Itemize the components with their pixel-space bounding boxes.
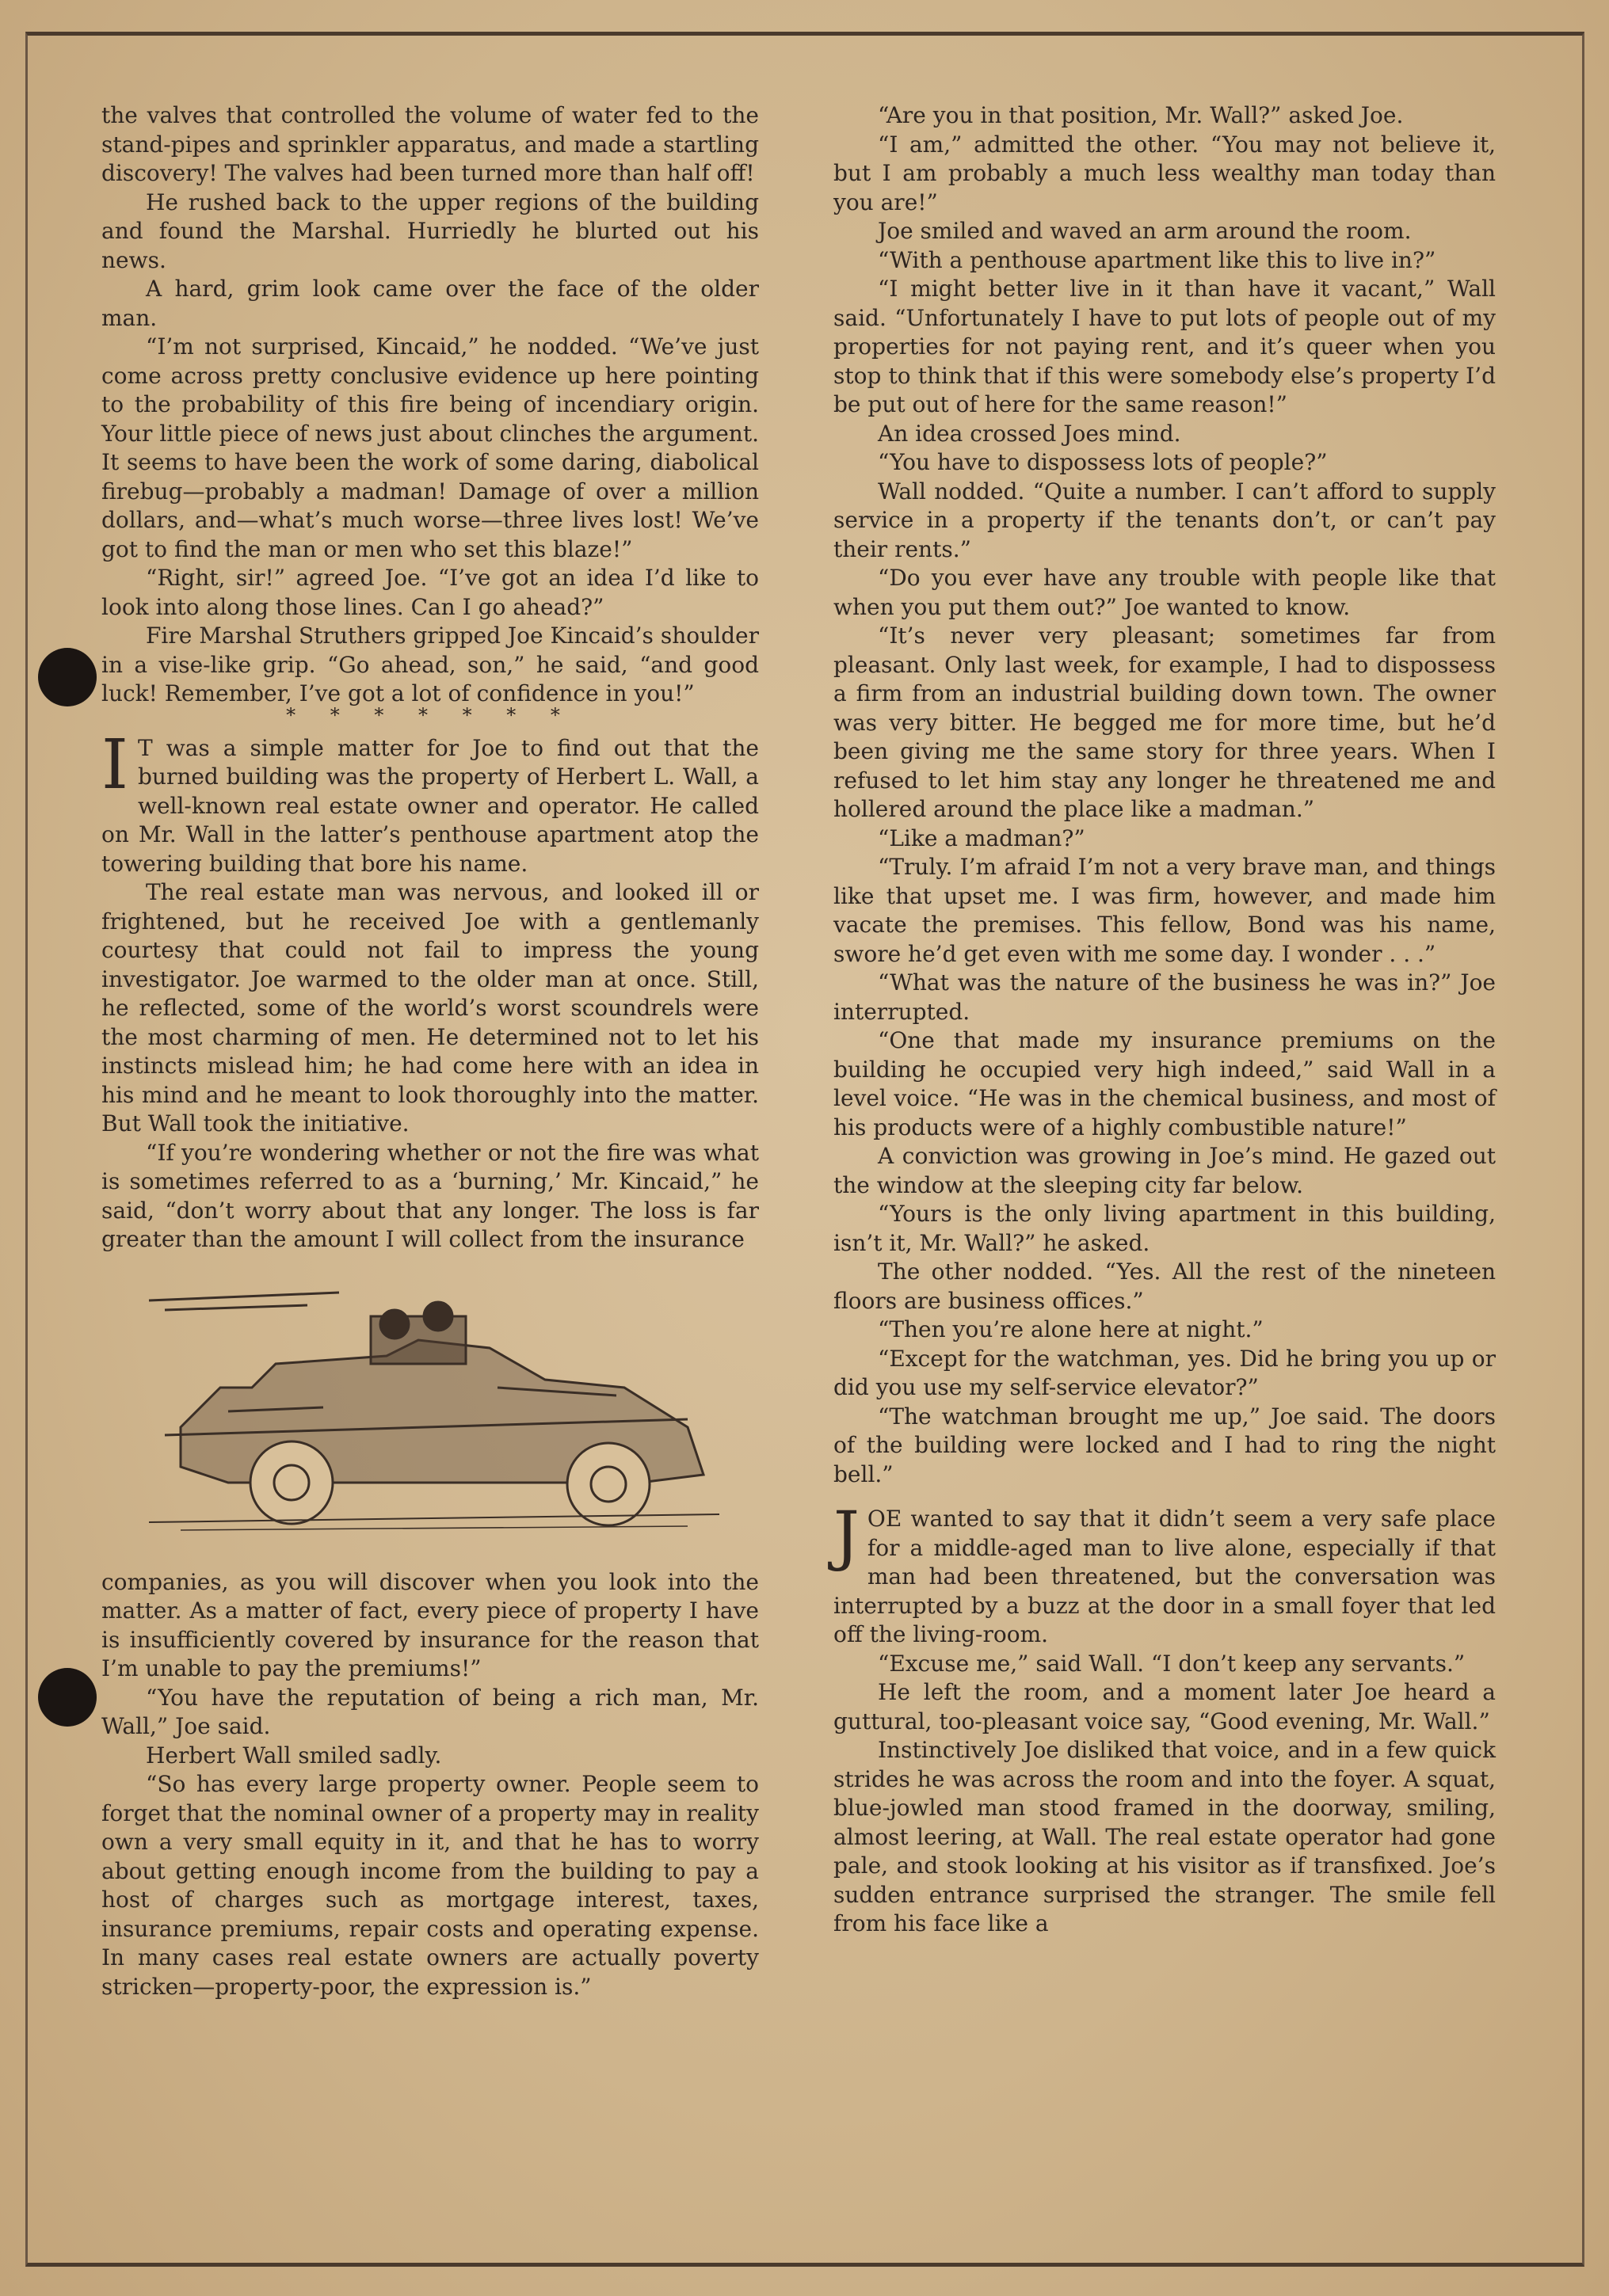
left-column <box>101 101 759 2001</box>
paragraph: “It’s never very pleasant; sometimes far from pleasant. Only last week, for example, I had to dispossess a firm from an industrial building down town. The owner was very bitter. He begged me for more time, but he’d been giving me the same story for three years. When I refused to let him stay any longer he threatened me and hollered around the place like a madman.” <box>833 623 1496 822</box>
paragraph: “If you’re wondering whether or not the fire was what is sometimes referred to as a ‘burning,’ Mr. Kincaid,” he said, “don’t worry about that any longer. The loss is far greater than the amount I will collect from the insurance <box>101 1139 759 1252</box>
paragraph: “Right, sir!” agreed Joe. “I’ve got an idea I’d like to look into along those lines. Can I go ahead?” <box>101 565 759 620</box>
paragraph: “You have the reputation of being a rich man, Mr. Wall,” Joe said. <box>101 1684 759 1739</box>
paragraph: “Except for the watchman, yes. Did he bring you up or did you use my self-service elevator?” <box>833 1345 1496 1400</box>
paragraph: “Then you’re alone here at night.” <box>878 1316 1264 1342</box>
paragraph: “You have to dispossess lots of people?” <box>878 449 1328 475</box>
paragraph: “What was the nature of the business he was in?” Joe interrupted. <box>833 969 1496 1025</box>
paragraph: Herbert Wall smiled sadly. <box>146 1742 442 1769</box>
paragraph-dropcap <box>833 1498 1496 1650</box>
paragraph: “Yours is the only living apartment in this building, isn’t it, Mr. Wall?” he asked. <box>833 1201 1496 1256</box>
drop-cap-letter: I <box>101 725 128 805</box>
paragraph: “I might better live in it than have it vacant,” Wall said. “Unfortunately I have to put lots of people out of my properties for not paying rent, and it’s queer when you stop to think that if this were somebody else’s property I’d be put out of here for the same reason!” <box>833 276 1496 417</box>
paragraph: “I’m not surprised, Kincaid,” he nodded. “We’ve just come across pretty conclusive evidence up here pointing to the probability of this fire being of incendiary origin. Your little piece of news just about clinches the argument. It seems to have been the work of some daring, diabolical firebug—probably a madman! Damage of over a million dollars, and—what’s much worse—three lives lost! We’ve got to find the man or men who set this blaze!” <box>101 333 759 562</box>
fire-truck-illustration <box>133 1269 735 1554</box>
paragraph: He rushed back to the upper regions of the building and found the Marshal. Hurriedly he blurted out his news. <box>101 188 759 273</box>
paragraph: A conviction was growing in Joe’s mind. He gazed out the window at the sleeping city far below. <box>833 1143 1496 1198</box>
paragraph: “So has every large property owner. People seem to forget that the nominal owner of a property may in reality own a very small equity in it, and that he has to worry about getting enough income from the building to pay a host of charges such as mortgage interest, taxes, insurance premiums, repair costs and operating expense. In many cases real estate owners are actually poverty stricken—property-poor, the expression is.” <box>101 1771 759 2000</box>
section-break-stars: * * * * * * * <box>286 703 574 726</box>
paragraph: “I am,” admitted the other. “You may not believe it, but I am probably a much less wealthy man today than you are!” <box>833 131 1496 215</box>
paragraph: “Are you in that position, Mr. Wall?” asked Joe. <box>878 102 1404 128</box>
paragraph: “With a penthouse apartment like this to live in?” <box>878 246 1436 273</box>
paragraph: “Do you ever have any trouble with people like that when you put them out?” Joe wanted to know. <box>833 565 1496 620</box>
drop-cap-letter: J <box>833 1498 860 1574</box>
paragraph: The other nodded. “Yes. All the rest of the nineteen floors are business offices.” <box>833 1258 1496 1314</box>
paragraph-text: OE wanted to say that it didn’t seem a very safe place for a middle-aged man to live alone, especially if that man had been threatened, but the conversation was interrupted by a buzz at the door in a small foyer that led off the living-room. <box>833 1506 1496 1647</box>
punch-hole-bottom <box>38 1668 97 1727</box>
paragraph: “Truly. I’m afraid I’m not a very brave man, and things like that upset me. I was firm, however, and made him vacate the premises. This fellow, Bond was his name, swore he’d get even with me some day. I wonder . . .” <box>833 854 1496 967</box>
section-gap <box>833 1489 1496 1505</box>
paragraph: Wall nodded. “Quite a number. I can’t afford to supply service in a property if the tenants don’t, or can’t pay their rents.” <box>833 478 1496 562</box>
paragraph: the valves that controlled the volume of water fed to the stand-pipes and sprinkler apparatus, and made a startling discovery! The valves had been turned more than half off! <box>101 102 759 186</box>
paragraph: Instinctively Joe disliked that voice, and in a few quick strides he was across the room and into the foyer. A squat, blue-jowled man stood framed in the doorway, smiling, almost leering, at Wall. The real estate operator had gone pale, and stook looking at his visitor as if transfixed. Joe’s sudden entrance surprised the stranger. The smile fell from his face like a <box>833 1737 1496 1936</box>
paragraph: He left the room, and a moment later Joe heard a guttural, too-pleasant voice say, “Good evening, Mr. Wall.” <box>833 1679 1496 1734</box>
paragraph-text: T was a simple matter for Joe to find out that the burned building was the property of Herbert L. Wall, a well-known real estate owner and operator. He called on Mr. Wall in the latter’s penthouse apartment atop the towering building that bore his name. <box>101 734 759 877</box>
punch-hole-top <box>38 648 97 706</box>
paragraph: companies, as you will discover when you look into the matter. As a matter of fact, every piece of property I have is insufficiently covered by insurance for the reason that I’m unable to pay the premiums!” <box>101 1568 759 1681</box>
paragraph: “Excuse me,” said Wall. “I don’t keep any servants.” <box>878 1650 1466 1677</box>
paragraph: “The watchman brought me up,” Joe said. The doors of the building were locked and I had to ring the night bell.” <box>833 1403 1496 1487</box>
paragraph: “One that made my insurance premiums on the building he occupied very high indeed,” said Wall in a level voice. “He was in the chemical business, and most of his products were of a highly combustible nature!” <box>833 1027 1496 1140</box>
paragraph: Joe smiled and waved an arm around the room. <box>878 218 1412 244</box>
paragraph: A hard, grim look came over the face of the older man. <box>101 276 759 331</box>
right-column <box>833 101 1496 1939</box>
paragraph: Fire Marshal Struthers gripped Joe Kincaid’s shoulder in a vise-like grip. “Go ahead, son,” he said, “and good luck! Remember, I’ve got a lot of confidence in you!” <box>101 623 759 706</box>
paragraph: “Like a madman?” <box>878 824 1085 851</box>
paragraph: An idea crossed Joes mind. <box>878 420 1181 447</box>
paragraph-dropcap <box>101 725 759 879</box>
paragraph: The real estate man was nervous, and looked ill or frightened, but he received Joe with a gentlemanly courtesy that could not fail to impress the young investigator. Joe warmed to the older man at once. Still, he reflected, some of the world’s worst scoundrels were the most charming of men. He determined not to let his instincts mislead him; he had come here with an idea in his mind and he meant to look thoroughly into the matter. But Wall took the initiative. <box>101 879 759 1137</box>
